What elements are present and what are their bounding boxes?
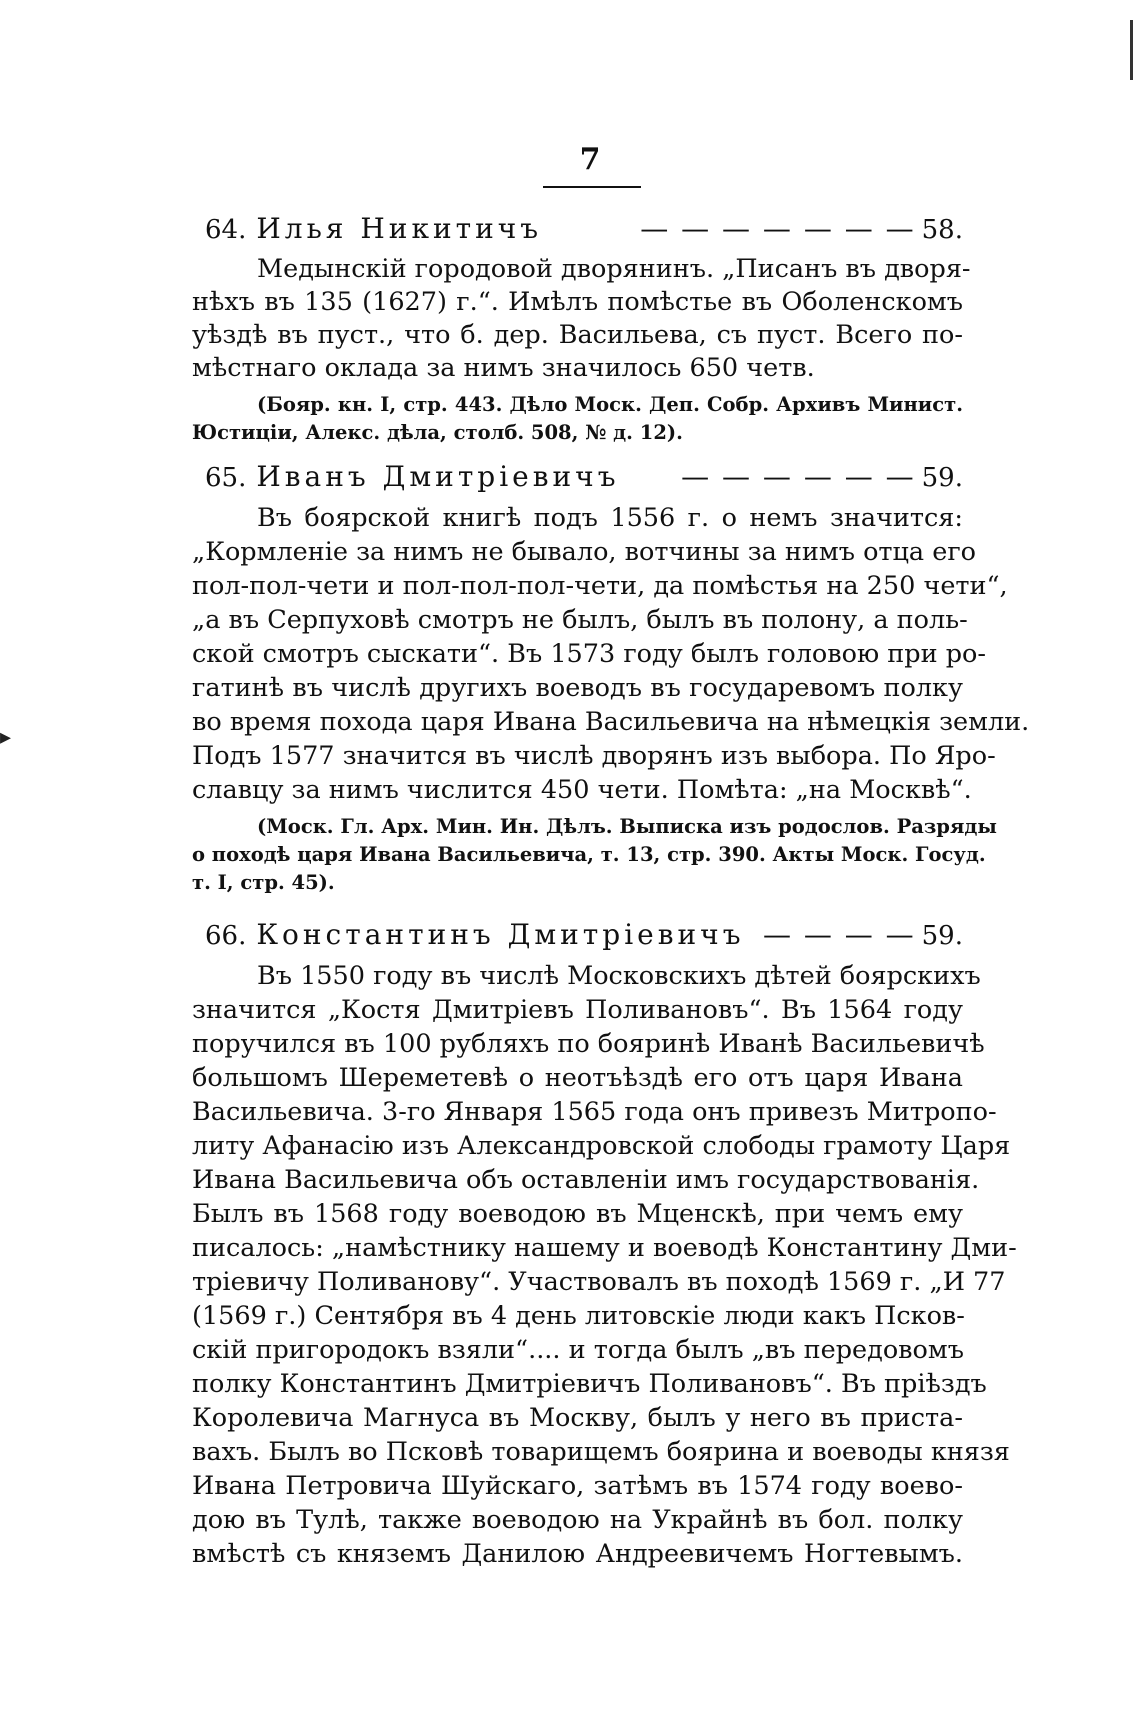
text-line: уѣздѣ въ пуст., что б. дер. Васильева, съ пуст. Всего по-: [192, 320, 963, 350]
entry-65-heading: [205, 460, 963, 500]
reference-line: т. I, стр. 45).: [192, 871, 335, 894]
page-number-rule: [543, 186, 641, 188]
entry-dashes: — — — — — — —: [640, 212, 916, 245]
text-line: нѣхъ въ 135 (1627) г.“. Имѣлъ помѣстье въ Оболенскомъ: [192, 287, 963, 317]
text-line: „а въ Серпуховѣ смотръ не былъ, былъ въ полону, а поль-: [192, 605, 968, 635]
text-line: дою въ Тулѣ, также воеводою на Украйнѣ въ бол. полку: [192, 1505, 963, 1535]
text-line: Въ боярской книгѣ подъ 1556 г. о немъ значится:: [257, 503, 963, 533]
text-line: тріевичу Поливанову“. Участвовалъ въ походѣ 1569 г. „И 77: [192, 1267, 1006, 1297]
scan-edge-line: [1130, 20, 1133, 80]
text-line: во время похода царя Ивана Васильевича на нѣмецкія земли.: [192, 707, 1030, 737]
reference-line: (Бояр. кн. I, стр. 443. Дѣло Моск. Деп. Собр. Архивъ Минист.: [257, 393, 963, 416]
text-line: пол-пол-чети и пол-пол-пол-чети, да помѣстья на 250 чети“,: [192, 571, 1008, 601]
scan-edge-mark: ▸: [0, 725, 12, 750]
text-line: полку Константинъ Дмитріевичъ Поливановъ“. Въ пріѣздъ: [192, 1369, 987, 1399]
entry-name: Илья Никитичъ: [256, 212, 543, 245]
text-line: литу Афанасію изъ Александровской слободы грамоту Царя: [192, 1131, 1011, 1161]
text-line: (1569 г.) Сентября въ 4 день литовскіе люди какъ Псков-: [192, 1301, 965, 1331]
reference-line: (Моск. Гл. Арх. Мин. Ин. Дѣлъ. Выписка изъ родослов. Разряды: [257, 815, 997, 838]
text-line: ской смотръ сыскати“. Въ 1573 году былъ головою при ро-: [192, 639, 987, 669]
page-number: 7: [579, 142, 601, 177]
text-line: гатинѣ въ числѣ другихъ воеводъ въ государевомъ полку: [192, 673, 963, 703]
text-line: мѣстнаго оклада за нимъ значилось 650 четв.: [192, 353, 815, 383]
text-line: Въ 1550 году въ числѣ Московскихъ дѣтей боярскихъ: [257, 961, 981, 991]
entry-name: Иванъ Дмитріевичъ: [256, 460, 620, 493]
text-line: „Кормленіе за нимъ не бывало, вотчины за нимъ отца его: [192, 537, 977, 567]
text-line: Ивана Васильевича объ оставленіи имъ государствованія.: [192, 1165, 980, 1195]
text-line: Былъ въ 1568 году воеводою въ Мценскѣ, при чемъ ему: [192, 1199, 963, 1229]
text-line: писалось: „намѣстнику нашему и воеводѣ Константину Дми-: [192, 1233, 1017, 1263]
entry-dashes: — — — — — —: [681, 460, 916, 493]
text-line: поручился въ 100 рубляхъ по бояринѣ Иванѣ Васильевичѣ: [192, 1029, 985, 1059]
entry-year: 58.: [921, 215, 963, 245]
text-line: Ивана Петровича Шуйскаго, затѣмъ въ 1574 году воево-: [192, 1471, 963, 1501]
text-line: Медынскій городовой дворянинъ. „Писанъ въ дворя-: [257, 254, 971, 284]
entry-number: 65.: [205, 463, 247, 493]
text-line: Королевича Магнуса въ Москву, былъ у него въ приста-: [192, 1403, 963, 1433]
text-line: большомъ Шереметевѣ о неотъѣздѣ его отъ царя Ивана: [192, 1063, 963, 1093]
reference-line: о походѣ царя Ивана Васильевича, т. 13, стр. 390. Акты Моск. Госуд.: [192, 843, 986, 866]
entry-dashes: — — — —: [762, 918, 916, 951]
entry-year: 59.: [921, 463, 963, 493]
entry-64-heading: [205, 212, 963, 252]
entry-number: 66.: [205, 921, 247, 951]
text-line: славцу за нимъ числится 450 чети. Помѣта: „на Москвѣ“.: [192, 775, 972, 805]
text-line: Подъ 1577 значится въ числѣ дворянъ изъ выбора. По Яро-: [192, 741, 996, 771]
entry-name: Константинъ Дмитріевичъ: [256, 918, 745, 951]
text-line: скій пригородокъ взяли“.... и тогда былъ „въ передовомъ: [192, 1335, 964, 1365]
entry-year: 59.: [921, 921, 963, 951]
text-line: вахъ. Былъ во Псковѣ товарищемъ боярина и воеводы князя: [192, 1437, 1010, 1467]
entry-number: 64.: [205, 215, 247, 245]
text-line: вмѣстѣ съ княземъ Данилою Андреевичемъ Ногтевымъ.: [192, 1539, 963, 1569]
text-line: Васильевича. 3-го Января 1565 года онъ привезъ Митропо-: [192, 1097, 997, 1127]
reference-line: Юстиціи, Алекс. дѣла, столб. 508, № д. 12).: [192, 421, 683, 444]
text-line: значится „Костя Дмитріевъ Поливановъ“. Въ 1564 году: [192, 995, 963, 1025]
entry-66-heading: [205, 918, 963, 958]
